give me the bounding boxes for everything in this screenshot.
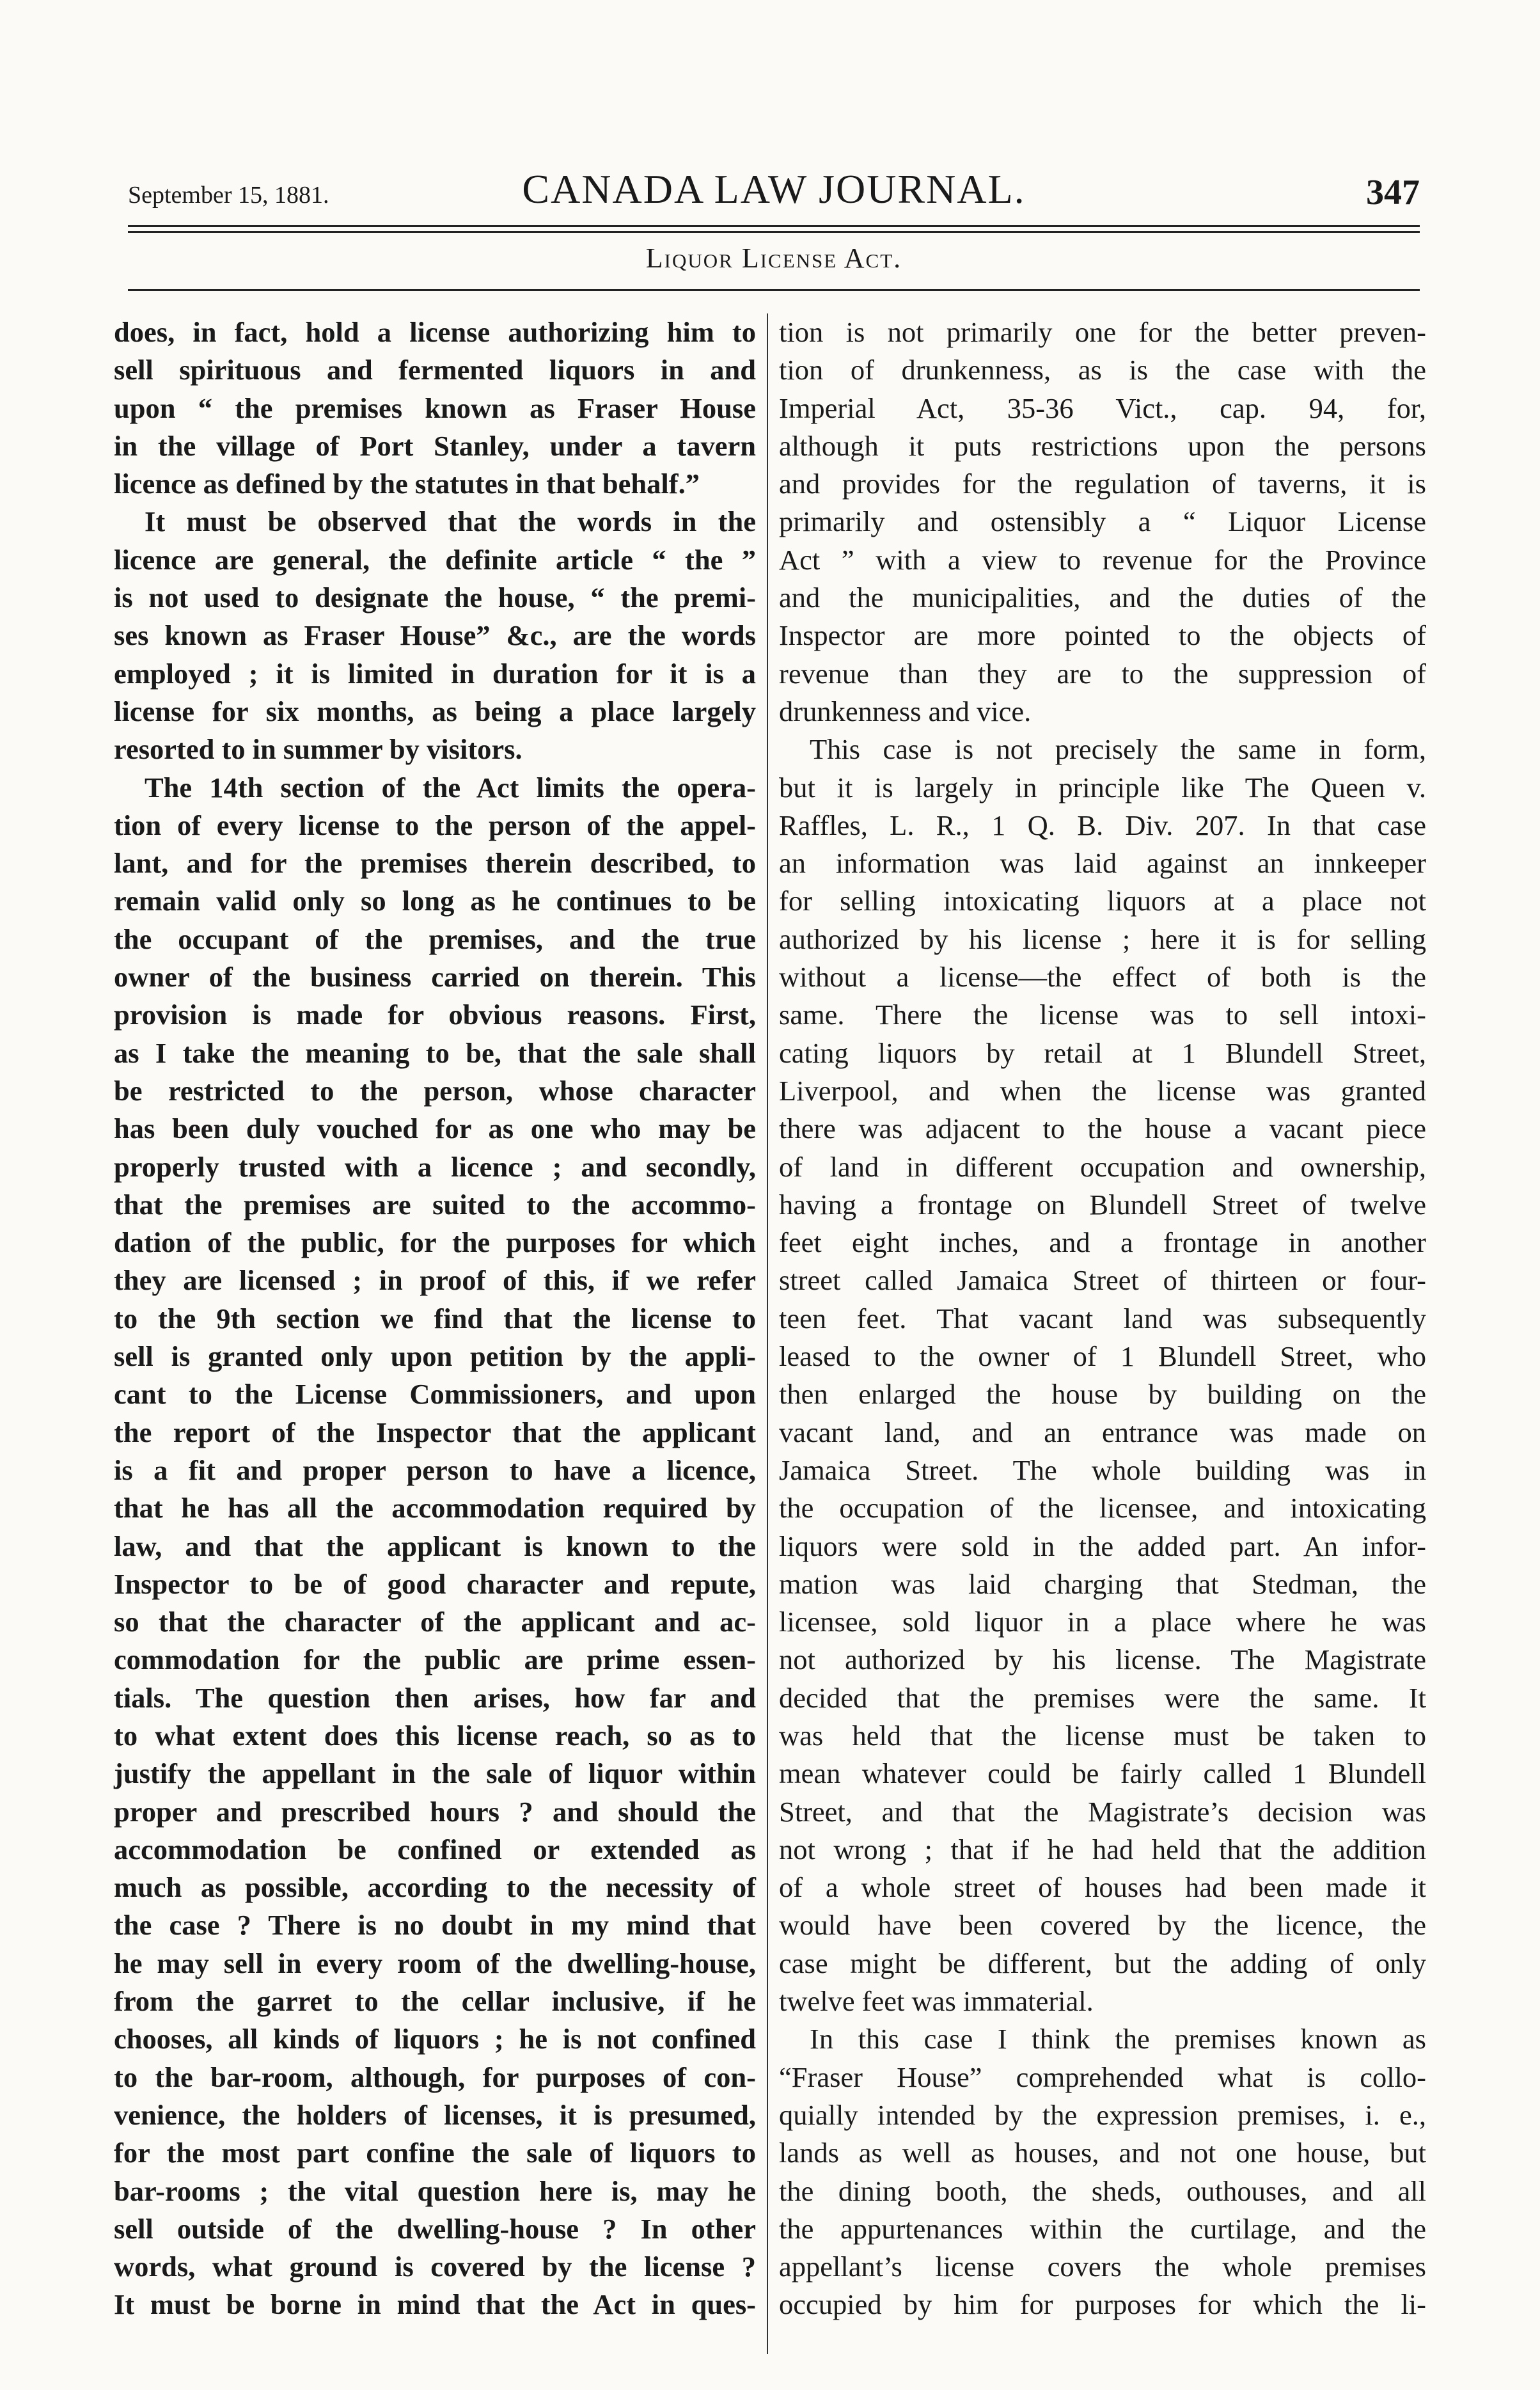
text-line: dation of the public, for the purposes for which	[114, 1226, 756, 1259]
journal-title: CANADA LAW JOURNAL.	[522, 166, 1026, 212]
text-line: In this case I think the premises known as	[810, 2023, 1426, 2055]
text-line: lant, and for the premises therein described, to	[114, 847, 756, 880]
text-line: is not used to designate the house, “ the premi-	[114, 582, 756, 614]
text-line: tion of drunkenness, as is the case with the	[779, 354, 1426, 386]
text-line: occupied by him for purposes for which the li-	[779, 2288, 1426, 2321]
text-line: the appurtenances within the curtilage, and the	[779, 2212, 1426, 2245]
text-line: Jamaica Street. The whole building was in	[779, 1453, 1426, 1486]
text-line: to the 9th section we find that the license to	[114, 1302, 756, 1334]
text-line: so that the character of the applicant and ac-	[114, 1606, 756, 1638]
text-line: Liverpool, and when the license was granted	[779, 1074, 1426, 1107]
text-line: proper and prescribed hours ? and should the	[114, 1795, 756, 1828]
text-line: is a fit and proper person to have a licence,	[114, 1453, 756, 1486]
text-line: he may sell in every room of the dwelling-house,	[114, 1947, 756, 1979]
text-line: Imperial Act, 35-36 Vict., cap. 94, for,	[779, 392, 1426, 424]
page-header	[128, 163, 1420, 212]
text-line: venience, the holders of licenses, it is presumed,	[114, 2098, 756, 2131]
text-line: the report of the Inspector that the applicant	[114, 1416, 756, 1448]
text-line: revenue than they are to the suppression of	[779, 657, 1426, 690]
text-line: sell outside of the dwelling-house ? In other	[114, 2212, 756, 2245]
text-line: from the garret to the cellar inclusive, if he	[114, 1985, 756, 2018]
text-line: would have been covered by the licence, the	[779, 1909, 1426, 1942]
text-line: that he has all the accommodation required by	[114, 1492, 756, 1524]
text-line: owner of the business carried on therein. This	[114, 961, 756, 993]
text-line: ses known as Fraser House” &c., are the words	[114, 619, 756, 652]
column-divider	[767, 313, 768, 2354]
text-line: of a whole street of houses had been made it	[779, 1871, 1426, 1904]
text-line: Inspector are more pointed to the objects of	[779, 619, 1426, 652]
text-line: lands as well as houses, and not one house, but	[779, 2137, 1426, 2169]
text-line: mean whatever could be fairly called 1 Blundell	[779, 1757, 1426, 1790]
text-line: in the village of Port Stanley, under a tavern	[114, 429, 756, 462]
text-line: Act ” with a view to revenue for the Province	[779, 543, 1426, 576]
header-double-rule	[128, 225, 1420, 233]
text-line: but it is largely in principle like The Queen v.	[779, 771, 1426, 803]
text-line: not wrong ; that if he had held that the addition	[779, 1833, 1426, 1865]
text-line: same. There the license was to sell intoxi-	[779, 999, 1426, 1031]
text-line: tion is not primarily one for the better preven-	[779, 316, 1426, 348]
text-line: much as possible, according to the necessity of	[114, 1871, 756, 1904]
text-line: cating liquors by retail at 1 Blundell Street,	[779, 1036, 1426, 1069]
text-line: employed ; it is limited in duration for it is a	[114, 657, 756, 690]
text-line: and the municipalities, and the duties of the	[779, 582, 1426, 614]
text-line: the case ? There is no doubt in my mind that	[114, 1909, 756, 1942]
text-line: Street, and that the Magistrate’s decision was	[779, 1795, 1426, 1828]
text-line: tion of every license to the person of the appel-	[114, 809, 756, 841]
text-line: vacant land, and an entrance was made on	[779, 1416, 1426, 1448]
text-line: resorted to in summer by visitors.	[114, 733, 522, 766]
text-line: the dining booth, the sheds, outhouses, and all	[779, 2174, 1426, 2207]
text-line: as I take the meaning to be, that the sale shall	[114, 1036, 756, 1069]
text-line: does, in fact, hold a license authorizing him to	[114, 316, 756, 348]
text-line: license for six months, as being a place largely	[114, 695, 756, 727]
text-line: tials. The question then arises, how far and	[114, 1681, 756, 1714]
text-line: The 14th section of the Act limits the opera-	[145, 771, 756, 803]
text-line: and provides for the regulation of taverns, it is	[779, 468, 1426, 500]
text-line: to what extent does this license reach, so as to	[114, 1719, 756, 1752]
text-line: teen feet. That vacant land was subsequently	[779, 1302, 1426, 1334]
text-line: street called Jamaica Street of thirteen or four-	[779, 1264, 1426, 1297]
text-line: then enlarged the house by building on the	[779, 1378, 1426, 1411]
text-line: although it puts restrictions upon the persons	[779, 429, 1426, 462]
text-line: drunkenness and vice.	[779, 695, 1032, 727]
text-line: they are licensed ; in proof of this, if we refer	[114, 1264, 756, 1297]
text-line: authorized by his license ; here it is for selling	[779, 922, 1426, 955]
text-line: leased to the owner of 1 Blundell Street, who	[779, 1340, 1426, 1373]
text-line: quially intended by the expression premises, i. e.,	[779, 2098, 1426, 2131]
text-line: was held that the license must be taken to	[779, 1719, 1426, 1752]
text-line: liquors were sold in the added part. An infor-	[779, 1530, 1426, 1562]
text-line: decided that the premises were the same. It	[779, 1681, 1426, 1714]
text-line: has been duly vouched for as one who may be	[114, 1112, 756, 1145]
text-line: an information was laid against an innkeeper	[779, 847, 1426, 880]
text-line: having a frontage on Blundell Street of twelve	[779, 1188, 1426, 1221]
text-line: licence as defined by the statutes in that behalf.”	[114, 468, 700, 500]
text-line: It must be observed that the words in the	[145, 505, 756, 538]
text-line: provision is made for obvious reasons. First,	[114, 999, 756, 1031]
text-line: It must be borne in mind that the Act in ques-	[114, 2288, 756, 2321]
text-line: sell spirituous and fermented liquors in and	[114, 354, 756, 386]
text-line: law, and that the applicant is known to the	[114, 1530, 756, 1562]
text-line: words, what ground is covered by the license ?	[114, 2251, 756, 2283]
text-line: remain valid only so long as he continues to be	[114, 885, 756, 917]
section-title: Liquor License Act.	[645, 242, 902, 274]
text-line: bar-rooms ; the vital question here is, may he	[114, 2174, 756, 2207]
left-column	[114, 313, 756, 2361]
text-line: twelve feet was immaterial.	[779, 1985, 1094, 2018]
text-line: for selling intoxicating liquors at a place not	[779, 885, 1426, 917]
text-line: case might be different, but the adding of only	[779, 1947, 1426, 1979]
text-line: licence are general, the definite article “ the ”	[114, 543, 756, 576]
text-line: mation was laid charging that Stedman, the	[779, 1567, 1426, 1600]
text-line: the occupation of the licensee, and intoxicating	[779, 1492, 1426, 1524]
text-line: sell is granted only upon petition by the appli-	[114, 1340, 756, 1373]
text-line: that the premises are suited to the accommo-	[114, 1188, 756, 1221]
page-number: 347	[1366, 173, 1420, 212]
issue-date: September 15, 1881.	[128, 182, 329, 209]
text-line: not authorized by his license. The Magistrate	[779, 1643, 1426, 1676]
text-line: justify the appellant in the sale of liquor within	[114, 1757, 756, 1790]
text-line: there was adjacent to the house a vacant piece	[779, 1112, 1426, 1145]
text-line: Raffles, L. R., 1 Q. B. Div. 207. In that case	[779, 809, 1426, 841]
text-line: chooses, all kinds of liquors ; he is not confined	[114, 2023, 756, 2055]
text-line: feet eight inches, and a frontage in another	[779, 1226, 1426, 1259]
text-line: accommodation be confined or extended as	[114, 1833, 756, 1865]
text-line: to the bar-room, although, for purposes of con-	[114, 2061, 756, 2093]
section-rule	[128, 289, 1420, 291]
text-line: cant to the License Commissioners, and upon	[114, 1378, 756, 1411]
text-line: upon “ the premises known as Fraser House	[114, 392, 756, 424]
text-line: Inspector to be of good character and repute,	[114, 1567, 756, 1600]
text-line: primarily and ostensibly a “ Liquor License	[779, 505, 1426, 538]
text-line: for the most part confine the sale of liquors to	[114, 2137, 756, 2169]
right-column	[779, 313, 1426, 2361]
text-line: be restricted to the person, whose character	[114, 1074, 756, 1107]
text-line: licensee, sold liquor in a place where he was	[779, 1606, 1426, 1638]
text-line: This case is not precisely the same in form,	[810, 733, 1426, 766]
text-line: commodation for the public are prime essen-	[114, 1643, 756, 1676]
text-line: “Fraser House” comprehended what is collo-	[779, 2061, 1426, 2093]
text-line: of land in different occupation and ownership,	[779, 1150, 1426, 1183]
text-line: without a license—the effect of both is the	[779, 961, 1426, 993]
text-line: properly trusted with a licence ; and secondly,	[114, 1150, 756, 1183]
text-line: appellant’s license covers the whole premises	[779, 2251, 1426, 2283]
text-line: the occupant of the premises, and the true	[114, 922, 756, 955]
